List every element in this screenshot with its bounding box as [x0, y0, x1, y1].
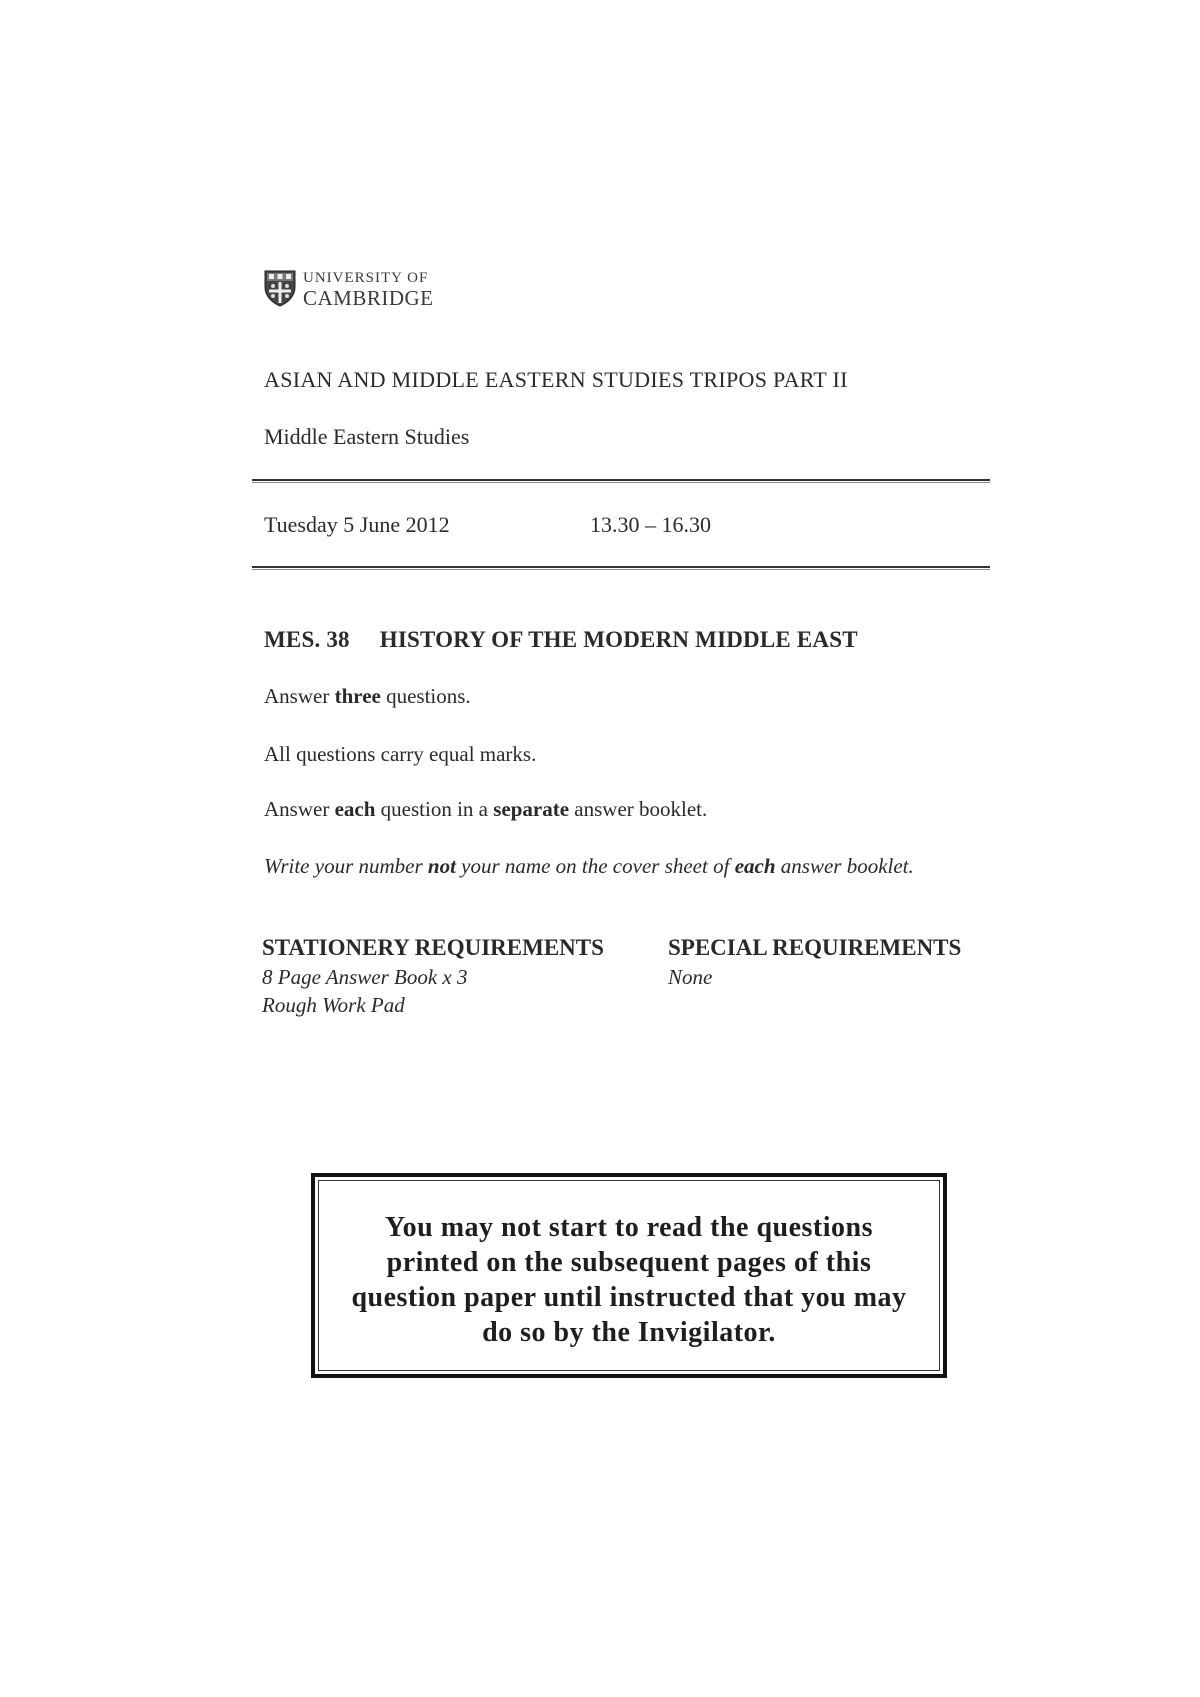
- instruction-text: question in a: [375, 797, 494, 821]
- top-divider: [252, 479, 990, 483]
- instruction-emphasis: each: [734, 854, 776, 878]
- exam-date: Tuesday 5 June 2012: [264, 512, 450, 537]
- instruction-text: answer booklet.: [569, 797, 708, 821]
- instruction-emphasis: not: [427, 854, 456, 878]
- paper-title: HISTORY OF THE MODERN MIDDLE EAST: [379, 627, 858, 652]
- logo-line-cambridge: CAMBRIDGE: [303, 286, 434, 310]
- instruction-cover-sheet: [264, 852, 964, 880]
- instruction-emphasis: three: [334, 684, 381, 708]
- instruction-text: Answer: [264, 797, 335, 821]
- stationery-requirements-heading: STATIONERY REQUIREMENTS: [262, 935, 604, 960]
- special-requirement-item: None: [668, 965, 713, 989]
- notice-text: [315, 1210, 943, 1350]
- instruction-text: your name on the cover sheet of: [455, 854, 735, 878]
- exam-time: 13.30 – 16.30: [590, 512, 711, 537]
- stationery-item: Rough Work Pad: [262, 993, 405, 1017]
- paper-heading: [264, 627, 858, 653]
- instruction-text: Write your number: [264, 854, 428, 878]
- instruction-text: questions.: [380, 684, 471, 708]
- notice-line: do so by the Invigilator.: [482, 1317, 776, 1348]
- logo-line-university: UNIVERSITY OF: [303, 270, 429, 286]
- instruction-equal-marks: All questions carry equal marks.: [264, 742, 537, 766]
- university-logo: [263, 268, 434, 308]
- notice-line: printed on the subsequent pages of this: [386, 1247, 872, 1278]
- instruction-emphasis: each: [334, 797, 376, 821]
- instruction-emphasis: separate: [493, 797, 570, 821]
- instruction-answer-count: [264, 684, 471, 709]
- bottom-divider: [252, 566, 990, 570]
- paper-code: MES. 38: [264, 627, 350, 652]
- notice-line: You may not start to read the questions: [385, 1212, 873, 1243]
- subject-title: Middle Eastern Studies: [264, 424, 470, 449]
- special-requirements-heading: SPECIAL REQUIREMENTS: [668, 935, 962, 960]
- instruction-separate-booklet: [264, 797, 707, 822]
- notice-line: question paper until instructed that you may: [351, 1282, 907, 1313]
- instruction-text: answer booklet.: [775, 854, 914, 878]
- logo-text: [303, 268, 434, 308]
- instruction-text: Answer: [264, 684, 335, 708]
- tripos-title: ASIAN AND MIDDLE EASTERN STUDIES TRIPOS PART II: [264, 367, 848, 392]
- invigilator-notice-box: [311, 1173, 947, 1378]
- cambridge-crest-icon: [263, 269, 297, 307]
- stationery-item: 8 Page Answer Book x 3: [262, 965, 468, 989]
